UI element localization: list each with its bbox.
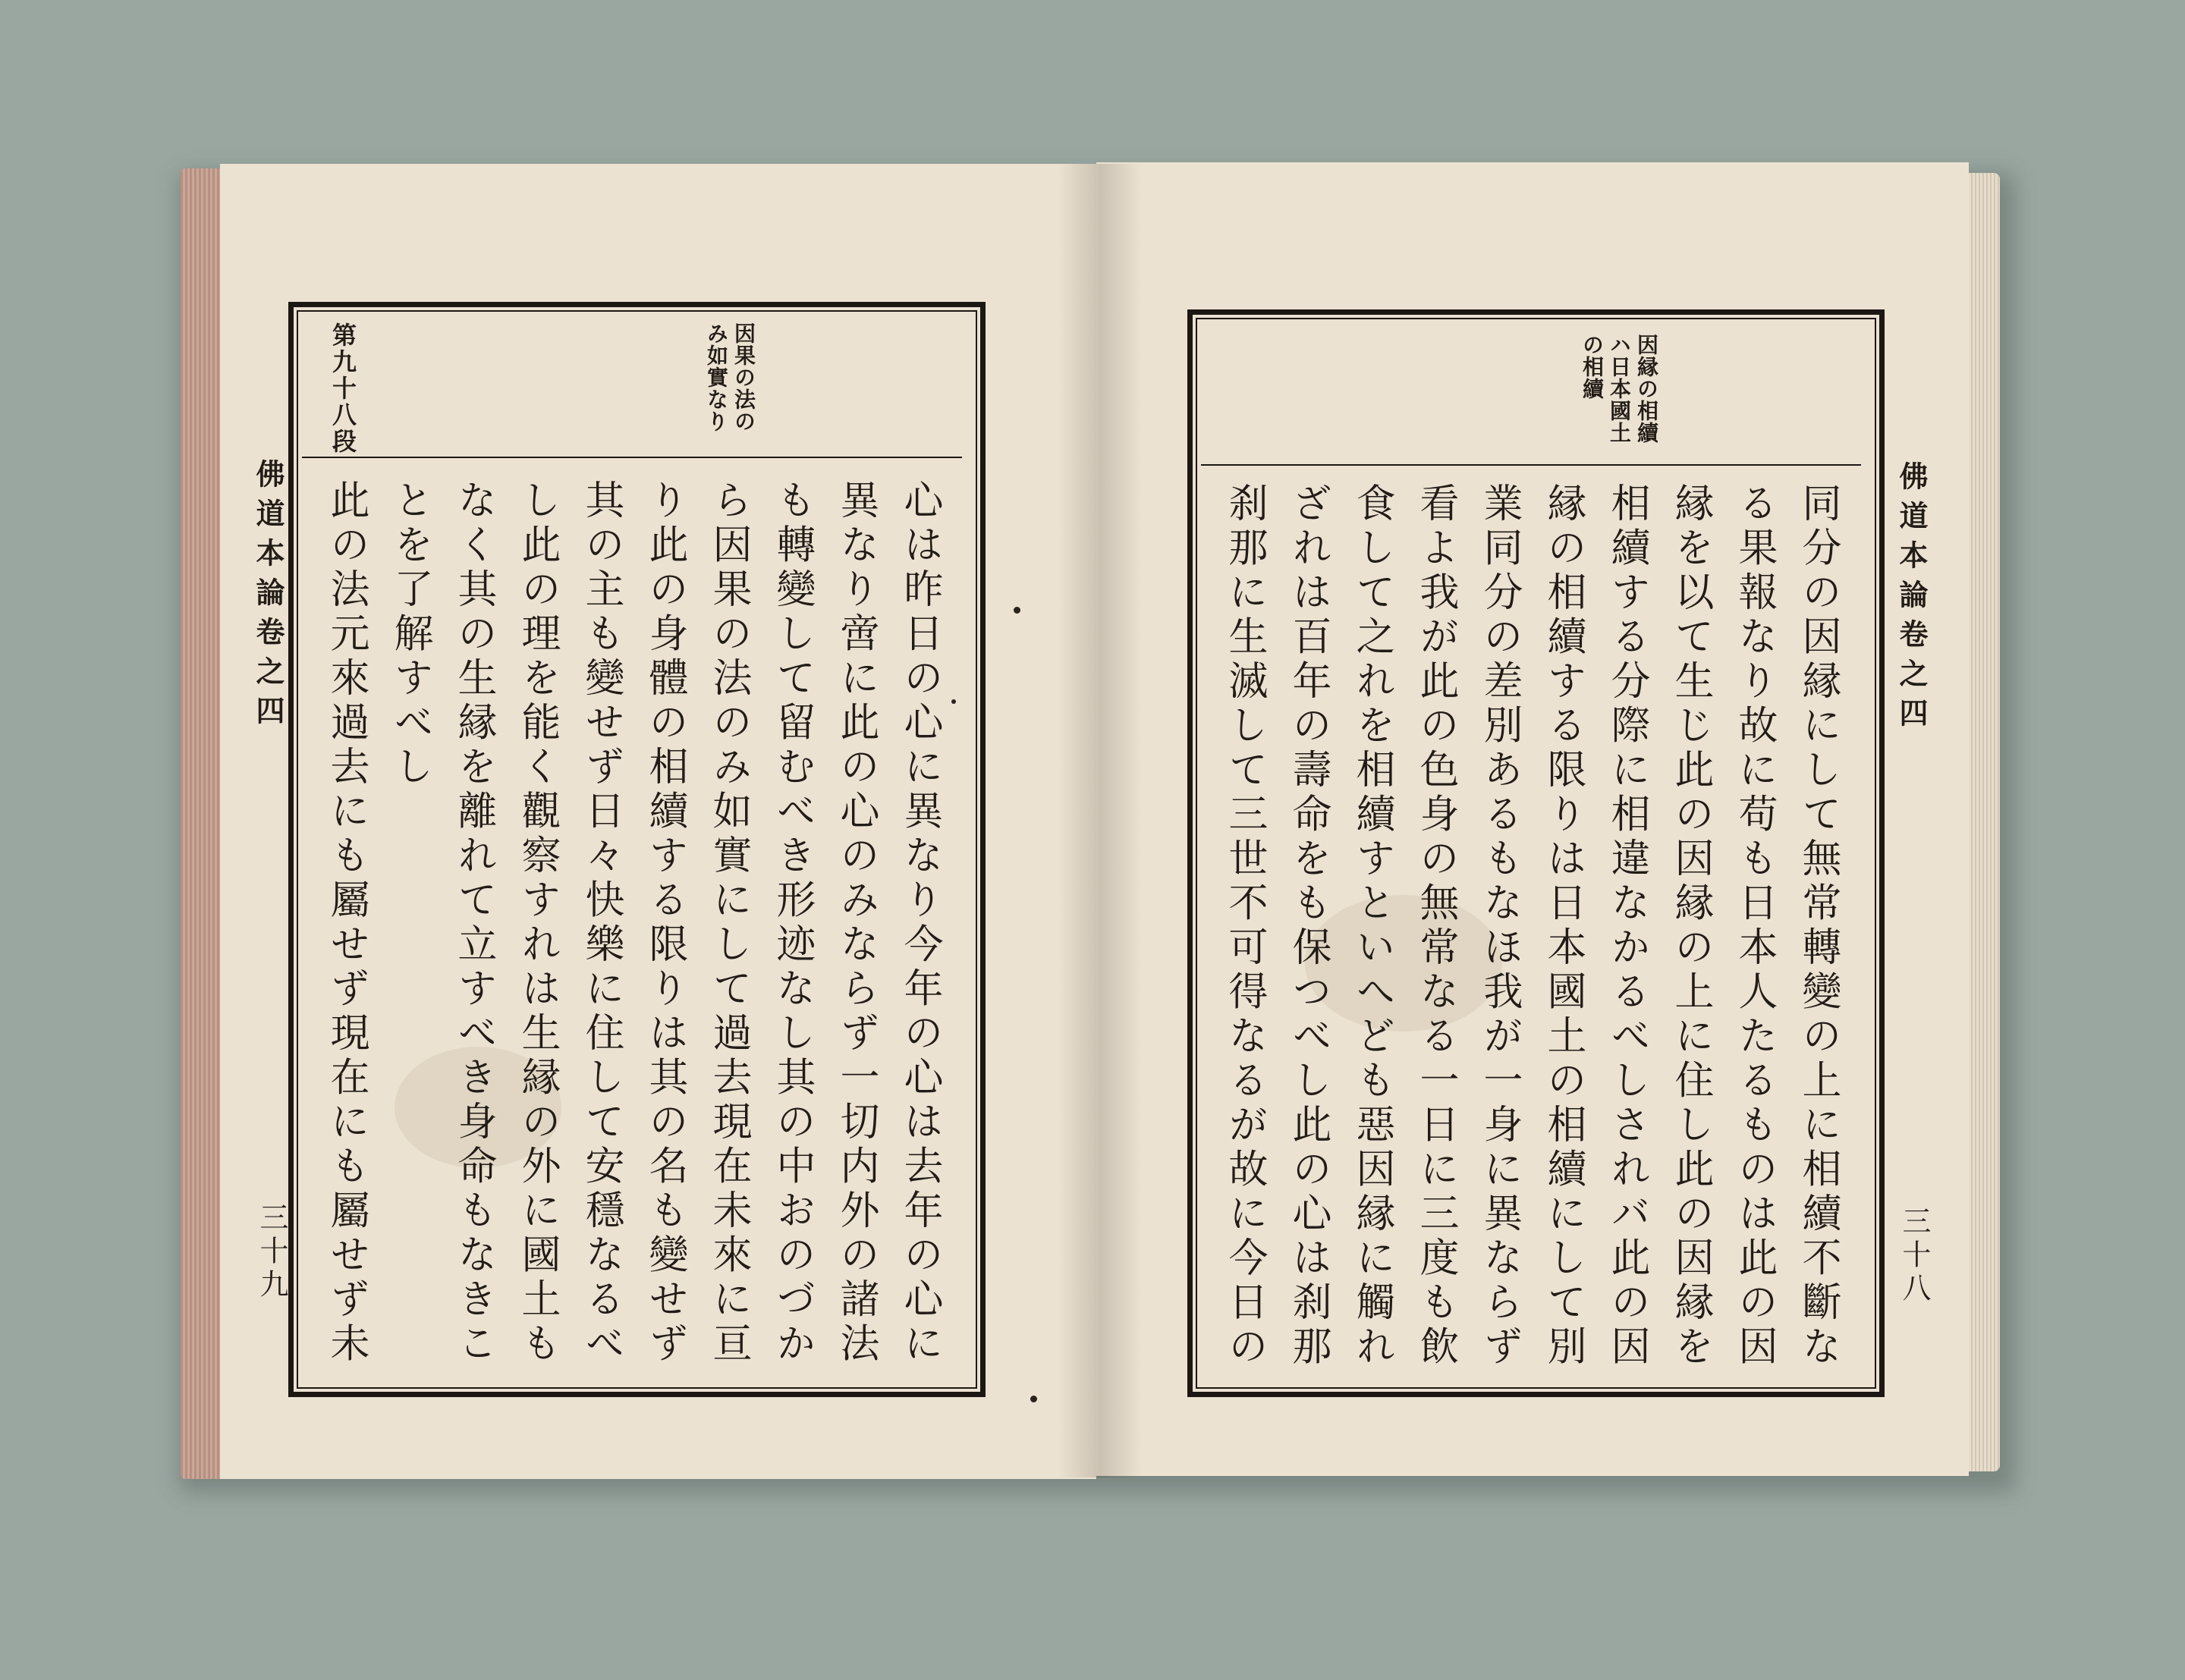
- left-column-7: し此の理を能く觀察すれは生縁の外に國土も: [514, 479, 560, 1367]
- right-running-head: 佛道本論卷之四: [1894, 461, 1929, 737]
- right-column-6: 業同分の差別あるもなほ我が一身に異ならず: [1476, 482, 1522, 1370]
- left-column-6: 其の主も變せず日々快樂に住して安穩なるべ: [578, 479, 624, 1367]
- right-column-3: 縁を以て生じ此の因縁の上に住し此の因縁を: [1668, 482, 1713, 1370]
- right-column-2: る果報なり故に苟も日本人たるものは此の因: [1731, 482, 1777, 1370]
- left-running-head: 佛道本論卷之四: [251, 459, 285, 735]
- left-column-5: り此の身體の相續する限りは其の名も變せず: [642, 479, 687, 1367]
- right-column-4: 相續する分際に相違なかるべしされバ此の因: [1604, 482, 1649, 1370]
- book-gutter: [1058, 164, 1142, 1477]
- left-column-10: 此の法元來過去にも屬せず現在にも屬せず未: [323, 479, 369, 1367]
- left-column-9: とを了解すべし: [387, 479, 432, 790]
- left-column-4: ら因果の法のみ如實にして過去現在未來に亘: [706, 479, 751, 1367]
- right-column-1: 同分の因縁にして無常轉變の上に相續不斷な: [1795, 482, 1841, 1370]
- paper-speck: [951, 699, 956, 704]
- left-folio: 三十九: [255, 1202, 288, 1302]
- right-column-5: 縁の相續する限りは日本國土の相續にして別: [1540, 482, 1586, 1370]
- right-head-note: 因縁の相續ハ日本國土の相續: [1580, 334, 1659, 444]
- right-column-7: 看よ我が此の色身の無常なる一日に三度も飲: [1413, 482, 1458, 1370]
- right-column-10: 刹那に生滅して三世不可得なるが故に今日の: [1221, 482, 1267, 1370]
- right-head-rule: [1201, 464, 1861, 466]
- left-column-1: 心は昨日の心に異なり今年の心は去年の心に: [897, 479, 942, 1367]
- left-column-8: なく其の生縁を離れて立すべき身命もなきこ: [451, 479, 496, 1367]
- binding-hole: [1030, 1396, 1037, 1402]
- right-folio: 三十八: [1897, 1206, 1931, 1306]
- left-section-number: 第九十八段: [329, 322, 357, 455]
- left-column-2: 異なり啻に此の心のみならず一切内外の諸法: [833, 479, 879, 1367]
- left-head-rule: [302, 457, 962, 458]
- left-head-note: 因果の法のみ如實なり: [704, 322, 756, 432]
- left-column-3: も轉變して留むべき形迹なし其の中おのづか: [769, 479, 815, 1367]
- left-page-edges: [181, 168, 226, 1479]
- binding-hole: [1014, 607, 1020, 614]
- right-column-9: ざれは百年の壽命をも保つべし此の心は刹那: [1285, 482, 1331, 1370]
- left-text-frame: [288, 302, 986, 1397]
- right-column-8: 食して之れを相續すといへども惡因縁に觸れ: [1349, 482, 1394, 1370]
